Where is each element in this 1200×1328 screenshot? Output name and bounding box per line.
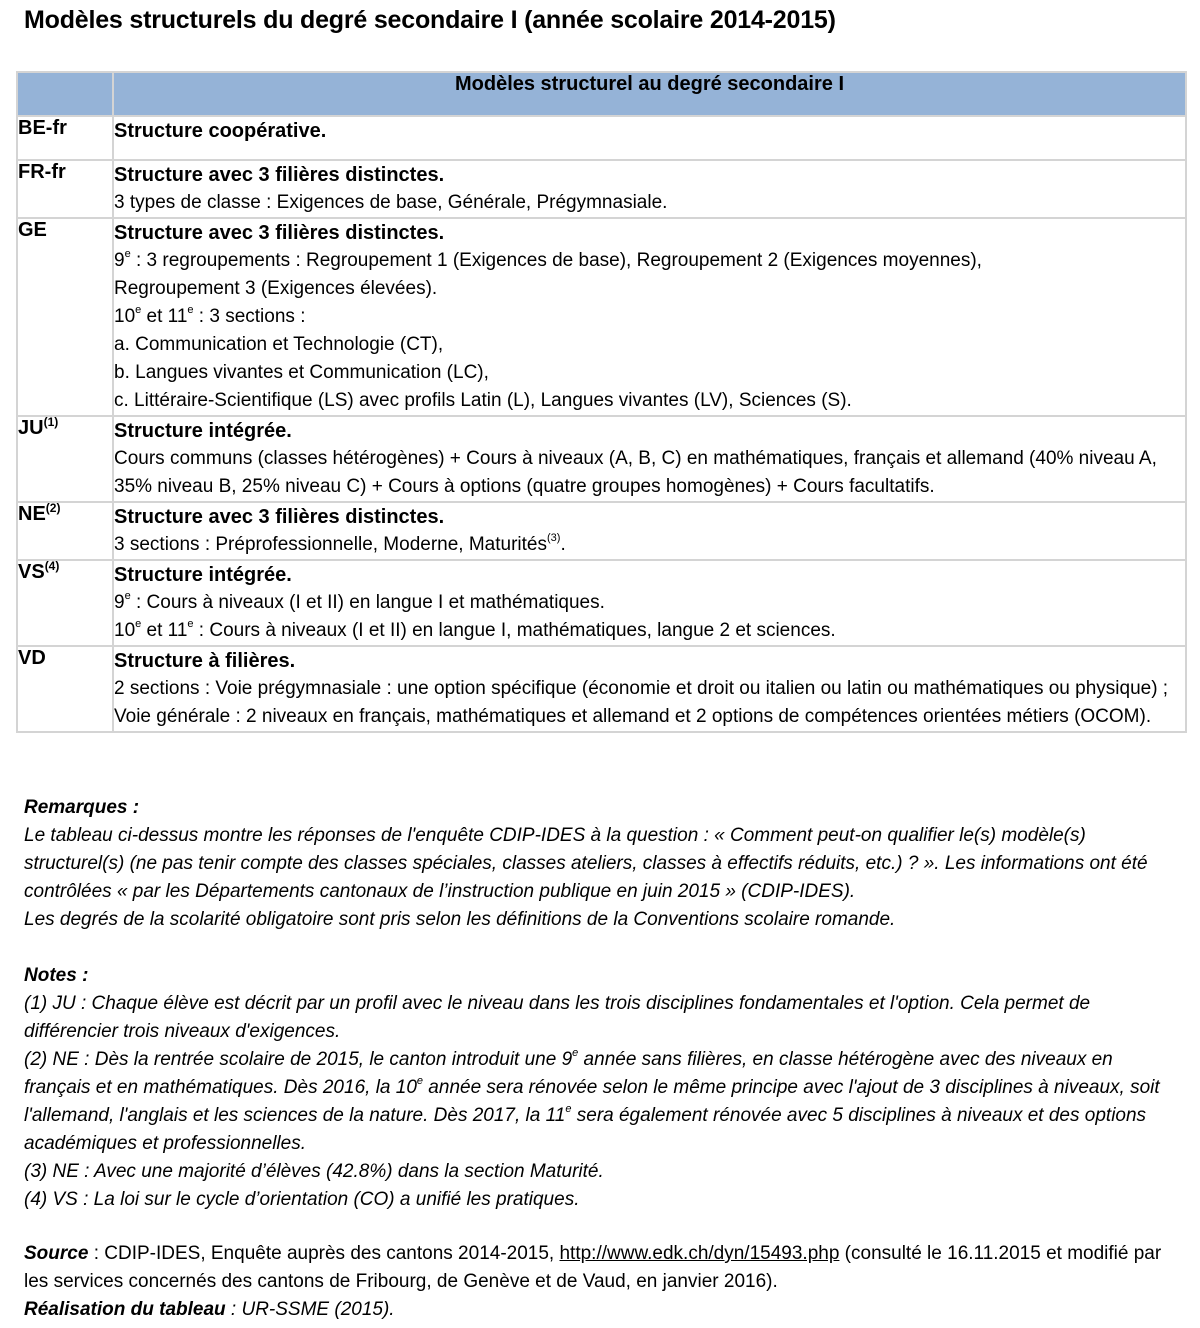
table-row	[17, 218, 1186, 416]
canton-cell	[17, 160, 113, 218]
footnote-ref: (4)	[44, 559, 60, 573]
remarks-paragraph: Les degrés de la scolarité obligatoire sont pris selon les définitions de la Conventions scolaire romande.	[24, 909, 896, 930]
canton-code: BE-fr	[18, 117, 67, 139]
superscript: e	[187, 304, 194, 316]
description-cell	[113, 416, 1186, 502]
description-cell	[113, 646, 1186, 732]
detail-text: : Cours à niveaux (I et II) en langue I, mathématiques, langue 2 et sciences.	[193, 620, 836, 641]
structure-detail: Regroupement 3 (Exigences élevées).	[114, 278, 438, 299]
structure-detail: c. Littéraire-Scientifique (LS) avec profils Latin (L), Langues vivantes (LV), Sciences (S).	[114, 390, 852, 411]
structure-detail: 2 sections : Voie prégymnasiale : une option spécifique (économie et droit ou italien ou latin ou mathématiques ou physique) ; Voie générale : 2 niveaux en français, mathématiques et allemand et 2 options de compétences orientées métiers (OCOM).	[114, 678, 1169, 727]
note-text: année sans filières, en classe hétérogène avec des niveaux en français et en mathématiques. Dès 2016, la 10	[24, 1049, 1113, 1098]
superscript: e	[135, 618, 142, 630]
source-link[interactable]: http://www.edk.ch/dyn/15493.php	[559, 1243, 840, 1264]
canton-code: JU	[18, 417, 44, 439]
table-row	[17, 646, 1186, 732]
source-section	[24, 1240, 1174, 1324]
source-label: Source	[24, 1243, 89, 1264]
notes-label: Notes :	[24, 965, 89, 986]
superscript: e	[416, 1075, 424, 1087]
structure-heading: Structure avec 3 filières distinctes.	[114, 164, 445, 186]
canton-code: VD	[18, 647, 46, 669]
structure-detail	[114, 531, 1185, 559]
structure-detail: b. Langues vivantes et Communication (LC),	[114, 362, 489, 383]
canton-cell	[17, 218, 113, 416]
grade-number: 9	[114, 592, 125, 613]
structure-detail	[114, 247, 1185, 275]
canton-cell	[17, 502, 113, 560]
table-row	[17, 502, 1186, 560]
description-cell	[113, 218, 1186, 416]
canton-cell	[17, 116, 113, 160]
canton-code: GE	[18, 219, 47, 241]
table-row	[17, 416, 1186, 502]
structure-heading: Structure à filières.	[114, 650, 296, 672]
source-text: : CDIP-IDES, Enquête auprès des cantons 2014-2015,	[88, 1243, 560, 1264]
note-text: année sera rénovée selon le même principe avec l'ajout de 3 disciplines à niveaux, soit l'allemand, l'anglais et les sciences de la nature. Dès 2017, la 11	[24, 1077, 1160, 1126]
structure-heading: Structure avec 3 filières distinctes.	[114, 506, 445, 528]
structure-detail: a. Communication et Technologie (CT),	[114, 334, 444, 355]
page-title: Modèles structurels du degré secondaire I (année scolaire 2014-2015)	[24, 6, 836, 34]
canton-code: NE	[18, 503, 46, 525]
notes-section	[24, 962, 1176, 1214]
structure-detail	[114, 617, 1185, 645]
detail-text: : 3 sections :	[193, 306, 306, 327]
note-3: (3) NE : Avec une majorité d’élèves (42.8%) dans la section Maturité.	[24, 1161, 604, 1182]
structure-heading: Structure avec 3 filières distinctes.	[114, 222, 445, 244]
structural-models-table	[16, 71, 1187, 733]
description-cell	[113, 560, 1186, 646]
structure-detail	[114, 589, 1185, 617]
header-blank-cell	[17, 72, 113, 116]
realisation-text: : UR-SSME (2015).	[225, 1299, 395, 1320]
canton-code: VS	[18, 561, 45, 583]
superscript: e	[135, 304, 142, 316]
superscript: e	[187, 618, 194, 630]
note-text: (2) NE : Dès la rentrée scolaire de 2015, le canton introduit une 9	[24, 1049, 573, 1070]
structure-heading: Structure intégrée.	[114, 564, 292, 586]
grade-number: et 11	[141, 620, 188, 641]
detail-text: 3 sections : Préprofessionnelle, Moderne, Maturités	[114, 534, 547, 555]
table-header: Modèles structurel au degré secondaire I	[113, 72, 1186, 116]
structure-heading: Structure intégrée.	[114, 420, 292, 442]
superscript: e	[124, 248, 131, 260]
grade-number: et 11	[141, 306, 188, 327]
note-text: sera également rénovée avec 5 disciplines à niveaux et des options académiques et professionnelles.	[24, 1105, 1147, 1154]
superscript: e	[124, 590, 131, 602]
footnote-ref: (1)	[43, 415, 59, 429]
detail-text: : Cours à niveaux (I et II) en langue I et mathématiques.	[130, 592, 605, 613]
structure-detail: 3 types de classe : Exigences de base, Générale, Prégymnasiale.	[114, 192, 668, 213]
structure-detail: Cours communs (classes hétérogènes) + Cours à niveaux (A, B, C) en mathématiques, français et allemand (40% niveau A, 35% niveau B, 25% niveau C) + Cours à options (quatre groupes homogènes) + Cours facultatifs.	[114, 448, 1157, 497]
table-header-row	[17, 72, 1186, 116]
description-cell	[113, 502, 1186, 560]
source-text: (consulté le 16.11.2015 et modifié par les services concernés des cantons de Fribourg, de Genève et de Vaud, en janvier 2016).	[24, 1243, 1162, 1292]
description-cell	[113, 160, 1186, 218]
note-1: (1) JU : Chaque élève est décrit par un profil avec le niveau dans les trois disciplines fondamentales et l'option. Cela permet de différencier trois niveaux d'exigences.	[24, 993, 1091, 1042]
canton-cell	[17, 646, 113, 732]
footnote-ref: (3)	[547, 532, 561, 544]
grade-number: 10	[114, 620, 136, 641]
note-4: (4) VS : La loi sur le cycle d’orientation (CO) a unifié les pratiques.	[24, 1189, 580, 1210]
structure-detail	[114, 303, 1185, 331]
canton-cell	[17, 560, 113, 646]
canton-cell	[17, 416, 113, 502]
table-row	[17, 116, 1186, 160]
superscript: e	[572, 1047, 579, 1059]
detail-text: .	[560, 534, 566, 555]
description-cell	[113, 116, 1186, 160]
table-row	[17, 560, 1186, 646]
grade-number: 9	[114, 250, 125, 271]
table-row	[17, 160, 1186, 218]
remarks-label: Remarques :	[24, 797, 140, 818]
remarks-paragraph: Le tableau ci-dessus montre les réponses de l'enquête CDIP-IDES à la question : « Comment peut-on qualifier le(s) modèle(s) structurel(s) (ne pas tenir compte des classes spéciales, classes ateliers, classes à effectifs réduits, etc.) ? ». Les informations ont été contrôlées « par les Départements cantonaux de l’instruction publique en juin 2015 » (CDIP-IDES).	[24, 825, 1148, 902]
superscript: e	[565, 1103, 572, 1115]
canton-code: FR-fr	[18, 161, 66, 183]
note-2	[24, 1046, 1176, 1158]
structure-heading: Structure coopérative.	[114, 120, 327, 142]
grade-number: 10	[114, 306, 136, 327]
detail-text: : 3 regroupements : Regroupement 1 (Exigences de base), Regroupement 2 (Exigences moyennes),	[130, 250, 982, 271]
remarks-section	[24, 794, 1176, 934]
footnote-ref: (2)	[45, 501, 61, 515]
realisation-label: Réalisation du tableau	[24, 1299, 226, 1320]
